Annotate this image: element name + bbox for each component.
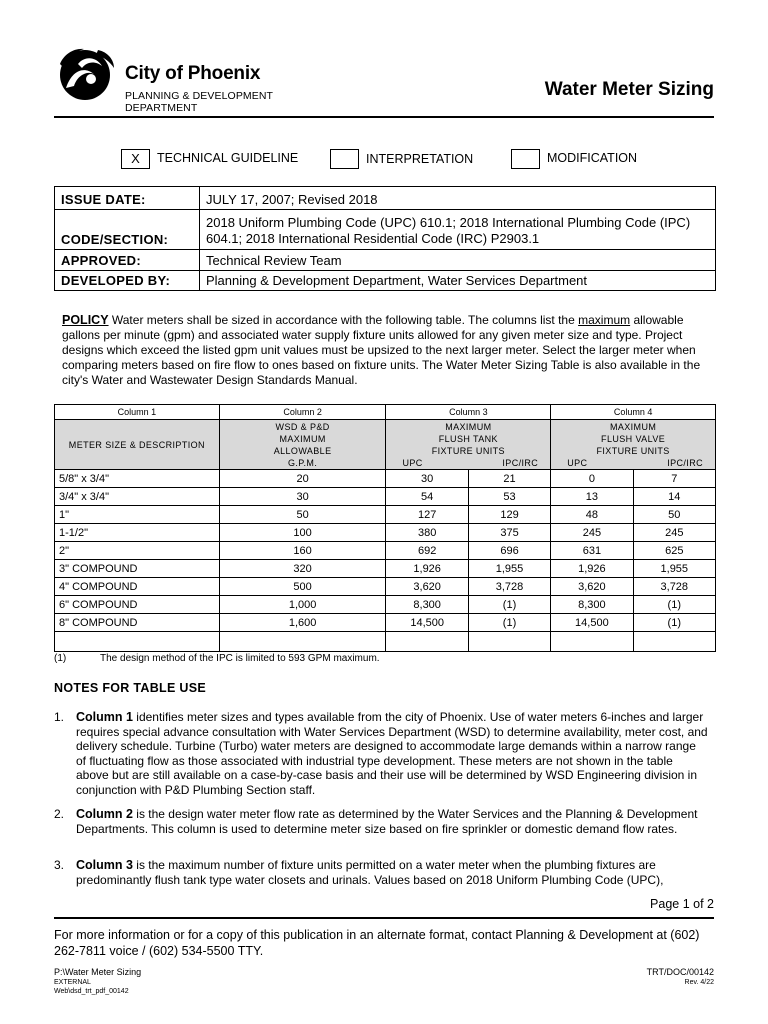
ipc-irc-subheader: IPC/IRC [502,457,539,468]
note-number: 3. [54,858,65,872]
flush-tank-upc-cell: 692 [386,542,468,560]
file-path: P:\Water Meter Sizing [54,967,142,977]
policy-emphasis: maximum [578,313,631,327]
department-name: PLANNING & DEVELOPMENT DEPARTMENT [125,90,273,114]
flush-valve-ipc-cell: 14 [633,488,715,506]
flush-valve-upc-cell: 13 [551,488,633,506]
table-row [55,614,716,632]
flush-tank-upc-cell: 8,300 [386,596,468,614]
flush-valve-ipc-cell: 50 [633,506,715,524]
notes-heading: NOTES FOR TABLE USE [54,681,207,695]
flush-tank-ipc-cell: 696 [468,542,550,560]
meter-size-cell: 5/8" x 3/4" [55,470,220,488]
code-section-label: CODE/SECTION: [55,210,200,250]
flush-valve-subheaders [555,457,711,469]
empty-cell [386,632,468,652]
flush-valve-header-line: FIXTURE UNITS [596,445,670,456]
footnote-text: The design method of the IPC is limited to 593 GPM maximum. [100,653,380,664]
gpm-cell: 500 [219,578,386,596]
developed-by-row [55,271,716,291]
page-number: Page 1 of 2 [650,897,714,911]
flush-valve-ipc-cell: 1,955 [633,560,715,578]
flush-valve-upc-cell: 631 [551,542,633,560]
flush-tank-upc-cell: 54 [386,488,468,506]
flush-valve-header-line: MAXIMUM [609,421,657,432]
header-divider [54,116,714,118]
table-footnote [54,653,380,664]
flush-tank-header-line: FLUSH TANK [438,433,498,444]
flush-tank-ipc-cell: 1,955 [468,560,550,578]
column-2-label: Column 2 [219,405,386,420]
table-row [55,542,716,560]
revision-date: Rev. 4/22 [684,979,714,986]
document-title: Water Meter Sizing [544,79,714,100]
gpm-cell: 1,000 [219,596,386,614]
flush-tank-ipc-cell: 3,728 [468,578,550,596]
flush-tank-ipc-cell: 129 [468,506,550,524]
flush-valve-upc-cell: 8,300 [551,596,633,614]
meter-sizing-table [54,404,716,652]
flush-tank-upc-cell: 380 [386,524,468,542]
ipc-irc-subheader: IPC/IRC [667,457,703,468]
flush-tank-subheaders [390,457,546,469]
note-number: 1. [54,710,65,724]
flush-tank-ipc-cell: (1) [468,614,550,632]
note-text: identifies meter sizes and types available from the city of Phoenix. Use of water meters 6-inches and larger requires special advance consultation with Water Services Department (WSD) to determine availability, meter cost, and delivery schedule. Turbine (Turbo) water meters are designed to accommodate large demands within a narrow range of fluctuating flow as those associated with industrial type development. These meters are not shown in the table above but are still available on a case-by-case basis and their use will be determined by WSD Engineering division in conjunction with P&D Plumbing Section staff. [76,710,708,797]
meter-size-cell: 8" COMPOUND [55,614,220,632]
approved-label: APPROVED: [55,250,200,271]
approved-value: Technical Review Team [200,250,716,271]
flush-valve-upc-cell: 245 [551,524,633,542]
flush-valve-ipc-cell: 625 [633,542,715,560]
column-1-label: Column 1 [55,405,220,420]
table-row [55,488,716,506]
developed-by-value: Planning & Development Department, Water Services Department [200,271,716,291]
policy-label: POLICY [62,313,109,327]
empty-cell [219,632,386,652]
note-text: is the maximum number of fixture units permitted on a water meter when the plumbing fixtures are predominantly flush tank type water closets and urinals. Values based on 2018 Uniform Plumbing Code (UPC), [76,858,664,887]
issue-date-row [55,187,716,210]
note-item [54,710,708,798]
gpm-header-line: MAXIMUM [279,433,326,444]
flush-tank-ipc-cell: 375 [468,524,550,542]
flush-tank-header-line: MAXIMUM [445,421,492,432]
meter-size-cell: 1-1/2" [55,524,220,542]
note-lead: Column 3 [76,858,133,872]
developed-by-label: DEVELOPED BY: [55,271,200,291]
flush-valve-ipc-cell: (1) [633,596,715,614]
note-number: 2. [54,807,65,821]
city-logo [54,44,344,114]
gpm-header-line: ALLOWABLE [273,445,332,456]
technical-guideline-checkbox[interactable]: X [121,149,150,169]
table-header-row [55,420,716,470]
technical-guideline-label: TECHNICAL GUIDELINE [157,151,299,165]
upc-subheader: UPC [402,457,423,468]
note-text: is the design water meter flow rate as determined by the Water Services and the Planning & Development Departments. This column is used to determine meter size based on fire sprinkler or domestic demand flow rates. [76,807,698,836]
document-number: TRT/DOC/00142 [646,967,714,977]
flush-valve-ipc-cell: (1) [633,614,715,632]
flush-valve-upc-cell: 3,620 [551,578,633,596]
meter-size-header: METER SIZE & DESCRIPTION [55,420,220,470]
footnote-marker: (1) [54,653,67,664]
issue-date-label: ISSUE DATE: [55,187,200,210]
table-row [55,596,716,614]
gpm-cell: 20 [219,470,386,488]
flush-tank-upc-cell: 14,500 [386,614,468,632]
column-3-label: Column 3 [386,405,551,420]
flush-tank-upc-cell: 1,926 [386,560,468,578]
modification-label: MODIFICATION [547,151,638,165]
flush-tank-upc-cell: 127 [386,506,468,524]
meter-size-cell: 3/4" x 3/4" [55,488,220,506]
flush-tank-ipc-cell: (1) [468,596,550,614]
flush-valve-upc-cell: 1,926 [551,560,633,578]
approved-row [55,250,716,271]
upc-subheader: UPC [567,457,588,468]
flush-tank-upc-cell: 3,620 [386,578,468,596]
flush-valve-header [551,420,716,470]
code-section-value: 2018 Uniform Plumbing Code (UPC) 610.1; 2018 International Plumbing Code (IPC) 604.1; 2018 International Residential Code (IRC) P2903.1 [200,210,716,250]
flush-valve-ipc-cell: 245 [633,524,715,542]
flush-valve-header-line: FLUSH VALVE [601,433,666,444]
empty-table-row [55,632,716,652]
flush-tank-upc-cell: 30 [386,470,468,488]
gpm-cell: 320 [219,560,386,578]
flush-valve-ipc-cell: 7 [633,470,715,488]
table-row [55,506,716,524]
flush-tank-ipc-cell: 21 [468,470,550,488]
flush-valve-ipc-cell: 3,728 [633,578,715,596]
code-section-row [55,210,716,250]
note-item [54,858,708,887]
gpm-cell: 100 [219,524,386,542]
table-row [55,578,716,596]
flush-tank-header-line: FIXTURE UNITS [431,445,505,456]
table-row [55,524,716,542]
modification-checkbox[interactable] [511,149,540,169]
issue-info-table [54,186,716,291]
empty-cell [633,632,715,652]
note-lead: Column 1 [76,710,133,724]
meter-size-cell: 4" COMPOUND [55,578,220,596]
interpretation-checkbox[interactable] [330,149,359,169]
web-path: Web\dsd_trt_pdf_00142 [54,988,129,995]
empty-cell [551,632,633,652]
gpm-cell: 160 [219,542,386,560]
empty-cell [55,632,220,652]
gpm-cell: 30 [219,488,386,506]
column-number-row [55,405,716,420]
note-lead: Column 2 [76,807,133,821]
external-label: EXTERNAL [54,979,91,986]
flush-tank-ipc-cell: 53 [468,488,550,506]
flush-valve-upc-cell: 0 [551,470,633,488]
table-row [55,560,716,578]
meter-size-cell: 3" COMPOUND [55,560,220,578]
note-item [54,807,708,836]
interpretation-label: INTERPRETATION [366,152,474,166]
phoenix-bird-icon [54,44,120,110]
meter-size-cell: 1" [55,506,220,524]
empty-cell [468,632,550,652]
gpm-cell: 1,600 [219,614,386,632]
meter-size-cell: 2" [55,542,220,560]
gpm-cell: 50 [219,506,386,524]
city-name: City of Phoenix [125,63,261,84]
meter-size-cell: 6" COMPOUND [55,596,220,614]
footer-divider [54,917,714,919]
policy-text-2: allowable gallons per minute (gpm) and associated water supply fixture units allowed for any given meter size and type. Project designs which exceed the listed gpm unit values must be upsized to the next larger meter. Select the larger meter when comparing meters based on fire flow to ones based on fixture units. The Water Meter Sizing Table is also available in the city's Water and Wastewater Design Standards Manual. [62,313,701,387]
flush-tank-header [386,420,551,470]
table-row [55,470,716,488]
issue-date-value: JULY 17, 2007; Revised 2018 [200,187,716,210]
contact-info: For more information or for a copy of this publication in an alternate format, contact Planning & Development at (602) 262-7811 voice / (602) 534-5500 TTY. [54,928,700,958]
policy-text-1: Water meters shall be sized in accordance with the following table. The columns list the [108,313,579,327]
flush-valve-upc-cell: 48 [551,506,633,524]
policy-paragraph [62,313,708,388]
gpm-header-line: G.P.M. [287,457,318,468]
gpm-header-line: WSD & P&D [275,421,330,432]
gpm-header [219,420,386,470]
column-4-label: Column 4 [551,405,716,420]
flush-valve-upc-cell: 14,500 [551,614,633,632]
